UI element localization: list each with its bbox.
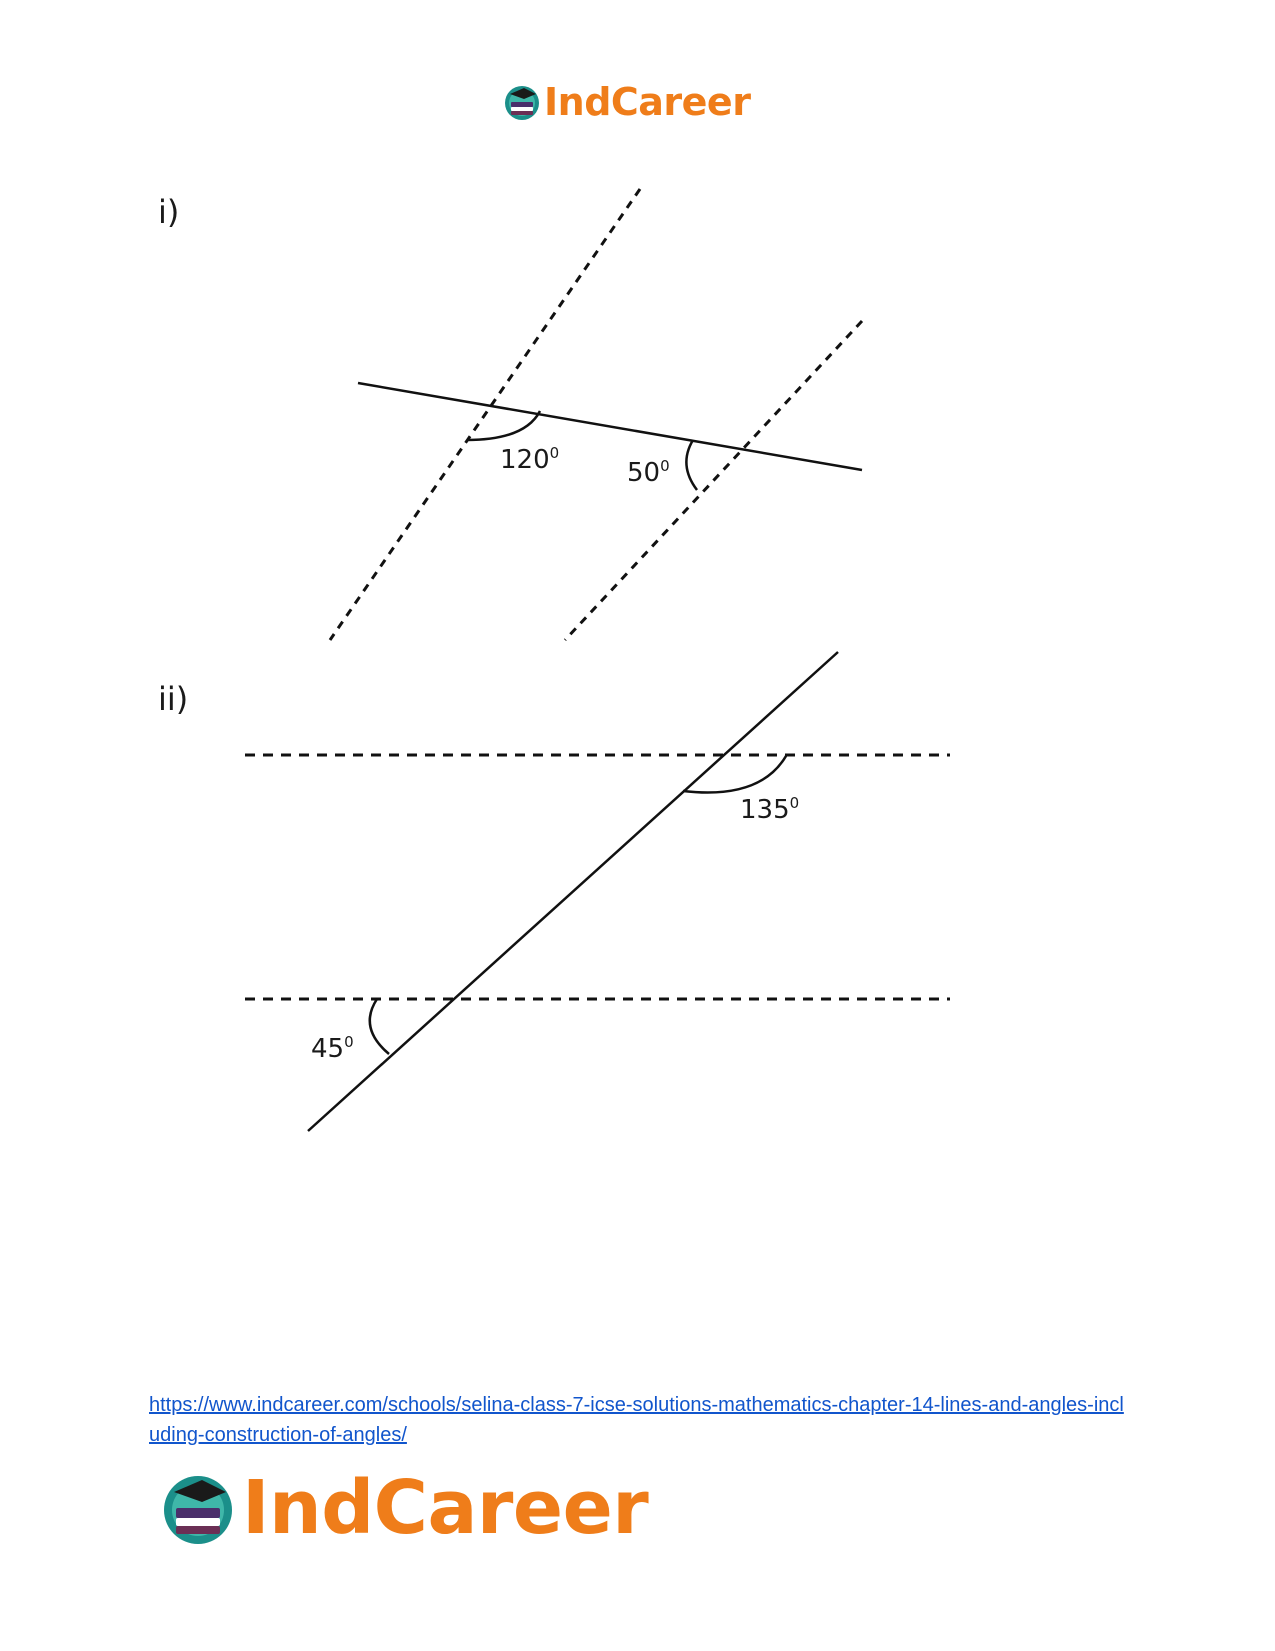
figure-i-angle-arc-b (686, 440, 697, 490)
figure-i-label: i) (158, 193, 180, 231)
figure-i-angle-b-label: $50^0$ (627, 457, 670, 488)
figure-ii-angle-arc-b (370, 999, 389, 1054)
logo-globe-icon (158, 1468, 238, 1548)
figure-ii-label: ii) (158, 680, 189, 718)
source-url-link[interactable]: https://www.indcareer.com/schools/selina-class-7-icse-solutions-mathematics-chapter-14-lines-and-angles-including-construction-of-angles/ (149, 1394, 1124, 1446)
figure-i-transversal (358, 383, 862, 470)
figure-i-parallel-line-right (565, 321, 862, 640)
figure-ii-angle-b-label: $45^0$ (311, 1033, 354, 1064)
figure-ii-angle-arc-a (683, 756, 786, 793)
figure-i-angle-a-label: $120^0$ (500, 444, 560, 475)
footer-logo (158, 1465, 648, 1551)
figure-i-parallel-line-left (330, 189, 640, 640)
header-logo-text: IndCareer (544, 80, 751, 124)
figure-i (330, 189, 862, 640)
figure-ii (245, 652, 950, 1131)
footer-logo-text: IndCareer (242, 1465, 649, 1551)
figure-ii-angle-a-label: $135^0$ (740, 794, 800, 825)
figure-ii-transversal (308, 652, 838, 1131)
